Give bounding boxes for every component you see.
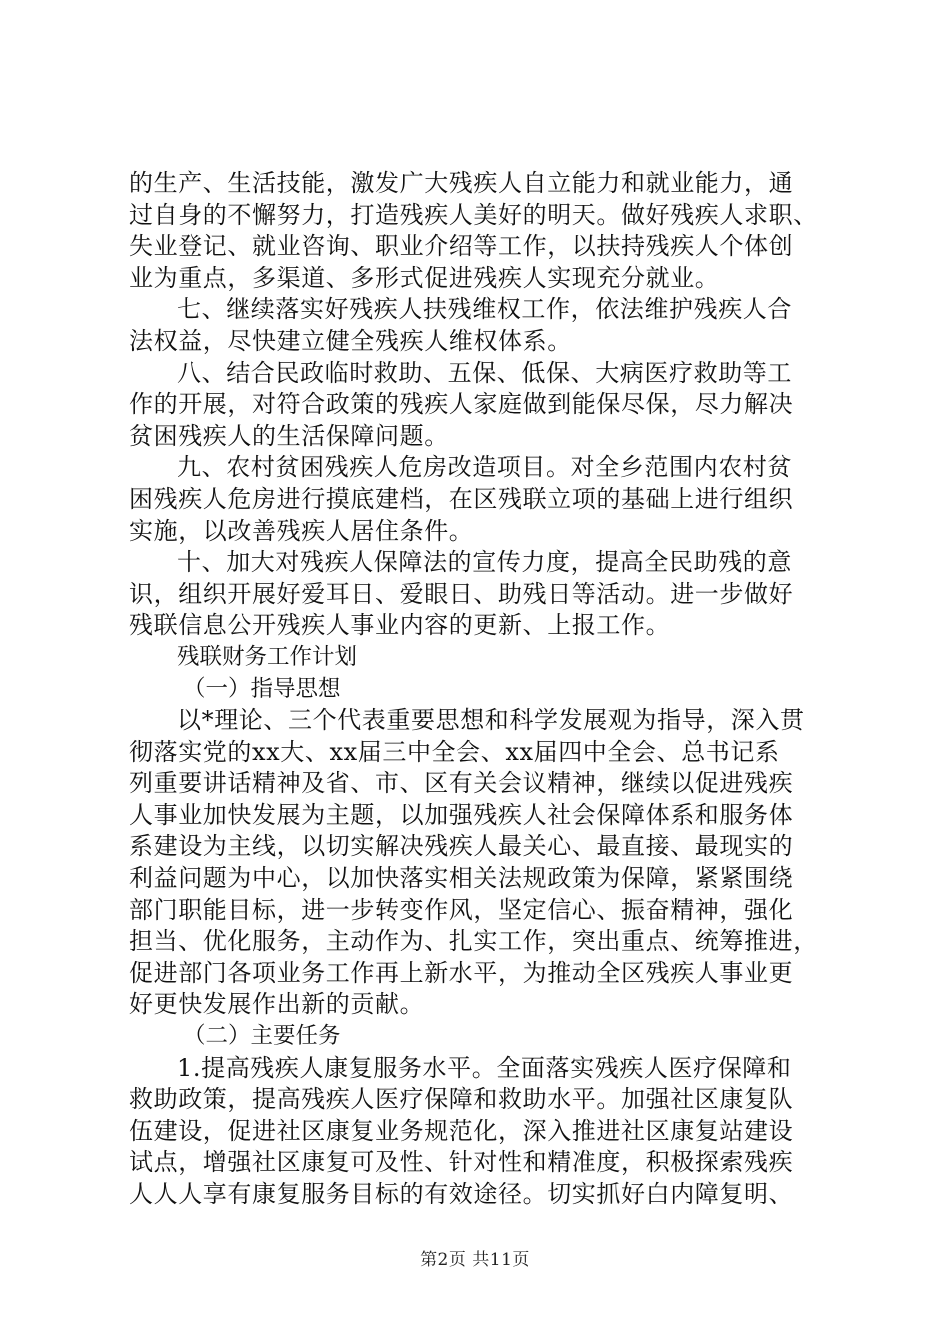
text-line-5: 七、继续落实好残疾人扶残维权工作，依法维护残疾人合 — [177, 295, 792, 324]
text-line-31: 伍建设，促进社区康复业务规范化，深入推进社区康复站建设 — [129, 1116, 794, 1145]
text-line-11: 困残疾人危房进行摸底建档，在区残联立项的基础上进行组织 — [129, 484, 794, 513]
text-line-14: 识，组织开展好爱耳日、爱眼日、助残日等活动。进一步做好 — [129, 579, 794, 608]
text-line-7: 八、结合民政临时救助、五保、低保、大病医疗救助等工 — [177, 358, 792, 387]
text-line-23: 利益问题为中心，以加快落实相关法规政策为保障，紧紧围绕 — [129, 864, 794, 893]
page-number-footer: 第2页 共11页 — [420, 1250, 530, 1270]
text-line-21: 人事业加快发展为主题，以加强残疾人社会保障体系和服务体 — [129, 800, 794, 829]
text-line-19: 彻落实党的xx大、xx届三中全会、xx届四中全会、总书记系 — [129, 737, 780, 766]
text-line-3: 失业登记、就业咨询、职业介绍等工作，以扶持残疾人个体创 — [129, 232, 794, 261]
text-line-24: 部门职能目标，进一步转变作风，坚定信心、振奋精神，强化 — [129, 895, 794, 924]
text-line-27: 好更快发展作出新的贡献。 — [129, 990, 425, 1019]
text-line-32: 试点，增强社区康复可及性、针对性和精准度，积极探索残疾 — [129, 1148, 794, 1177]
text-line-8: 作的开展，对符合政策的残疾人家庭做到能保尽保，尽力解决 — [129, 390, 794, 419]
text-line-13: 十、加大对残疾人保障法的宣传力度，提高全民助残的意 — [177, 548, 792, 577]
text-line-33: 人人人享有康复服务目标的有效途径。切实抓好白内障复明、 — [129, 1180, 794, 1208]
text-line-1: 的生产、生活技能，激发广大残疾人自立能力和就业能力，通 — [129, 169, 794, 197]
text-line-22: 系建设为主线，以切实解决残疾人最关心、最直接、最现实的 — [129, 832, 794, 861]
text-line-20: 列重要讲话精神及省、市、区有关会议精神，继续以促进残疾 — [129, 769, 794, 798]
subsection-heading-1: （一）指导思想 — [183, 675, 341, 702]
text-line-26: 促进部门各项业务工作再上新水平，为推动全区残疾人事业更 — [129, 958, 794, 987]
text-line-30: 救助政策，提高残疾人医疗保障和救助水平。加强社区康复队 — [129, 1085, 794, 1114]
text-line-25: 担当、优化服务，主动作为、扎实工作，突出重点、统筹推进， — [129, 927, 818, 956]
subsection-heading-2: （二）主要任务 — [183, 1023, 341, 1050]
text-line-9: 贫困残疾人的生活保障问题。 — [129, 421, 449, 450]
text-line-12: 实施，以改善残疾人居住条件。 — [129, 516, 474, 545]
text-line-29: 1.提高残疾人康复服务水平。全面落实残疾人医疗保障和 — [177, 1053, 792, 1082]
section-title: 残联财务工作计划 — [177, 643, 358, 670]
document-body — [129, 168, 829, 1211]
text-line-15: 残联信息公开残疾人事业内容的更新、上报工作。 — [129, 611, 671, 640]
text-line-18: 以*理论、三个代表重要思想和科学发展观为指导，深入贯 — [177, 706, 805, 735]
text-line-4: 业为重点，多渠道、多形式促进残疾人实现充分就业。 — [129, 263, 720, 292]
text-line-6: 法权益，尽快建立健全残疾人维权体系。 — [129, 326, 572, 355]
text-line-10: 九、农村贫困残疾人危房改造项目。对全乡范围内农村贫 — [177, 453, 792, 482]
text-line-2: 过自身的不懈努力，打造残疾人美好的明天。做好残疾人求职、 — [129, 200, 818, 229]
